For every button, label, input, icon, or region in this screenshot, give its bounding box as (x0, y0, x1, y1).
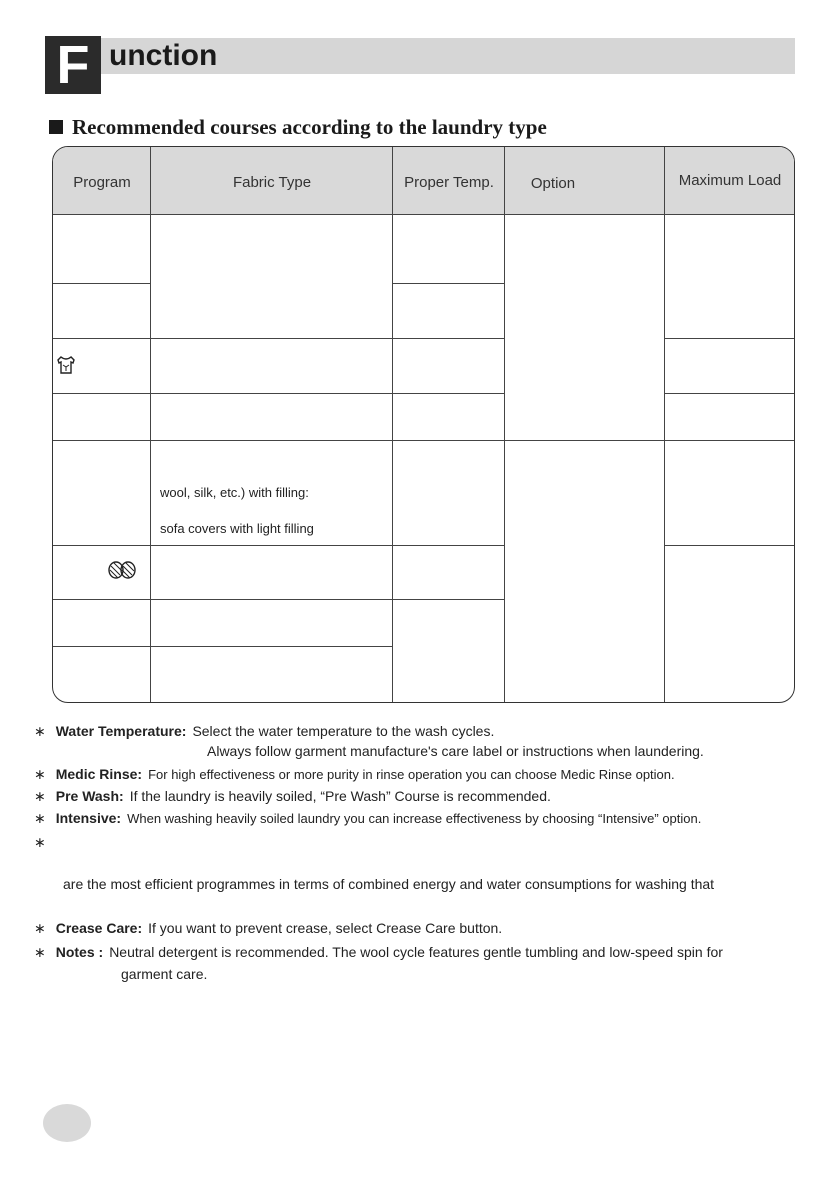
header-fabric-type: Fabric Type (232, 174, 312, 191)
note-intensive: ∗ Intensive: When washing heavily soiled laundry you can increase effectiveness by choosing “Intensive” option. (34, 810, 702, 826)
note-crease-care: ∗ Crease Care: If you want to prevent crease, select Crease Care button. (34, 920, 503, 936)
row-divider (505, 440, 665, 441)
note-water-temperature: ∗ Water Temperature: Select the water temperature to the wash cycles. (34, 723, 495, 739)
note-water-temperature-continued: Always follow garment manufacture's care label or instructions when laundering. (207, 743, 704, 759)
section-title: Recommended courses according to the laundry type (72, 115, 547, 139)
note-medic-rinse: ∗ Medic Rinse: For high effectiveness or more purity in rinse operation you can choose Medic Rinse option. (34, 766, 675, 782)
column-divider (504, 147, 505, 703)
note-label: Medic Rinse: (55, 766, 143, 782)
section-bullet-square (49, 120, 63, 134)
column-divider (664, 147, 665, 703)
header-title: unction (109, 39, 218, 72)
note-text: If you want to prevent crease, select Crease Care button. (148, 920, 503, 936)
row-divider (393, 545, 505, 546)
note-energy-asterisk: ∗ (34, 834, 46, 850)
yarn-ball-icon (107, 560, 137, 580)
note-label: Crease Care: (55, 920, 143, 936)
note-text: If the laundry is heavily soiled, “Pre Wash” Course is recommended. (129, 788, 551, 804)
row-divider (53, 393, 151, 394)
row-divider (151, 393, 393, 394)
note-label: Water Temperature: (55, 723, 187, 739)
row-divider (665, 338, 795, 339)
fabric-type-text: sofa covers with light filling (160, 521, 314, 536)
row-divider (53, 338, 151, 339)
row-divider (151, 545, 393, 546)
note-label: Intensive: (55, 810, 122, 826)
laundry-course-table (52, 146, 795, 703)
row-divider (393, 283, 505, 284)
row-divider (53, 646, 151, 647)
note-label: Notes : (55, 944, 104, 960)
row-divider (53, 440, 151, 441)
note-text: For high effectiveness or more purity in rinse operation you can choose Medic Rinse option. (148, 767, 675, 782)
note-notes: ∗ Notes : Neutral detergent is recommended. The wool cycle features gentle tumbling and low-speed spin for (34, 944, 723, 960)
note-text: Neutral detergent is recommended. The wool cycle features gentle tumbling and low-speed spin for (109, 944, 723, 960)
row-divider (665, 545, 795, 546)
row-divider (665, 393, 795, 394)
note-text: Select the water temperature to the wash cycles. (192, 723, 495, 739)
header-proper-temp: Proper Temp. (404, 174, 494, 191)
fabric-type-text: wool, silk, etc.) with filling: (160, 485, 309, 500)
header-initial-letter: F (45, 36, 101, 94)
row-divider (393, 440, 505, 441)
row-divider (53, 283, 151, 284)
row-divider (665, 440, 795, 441)
note-energy-text: are the most efficient programmes in terms of combined energy and water consumptions for washing that (63, 876, 715, 892)
row-divider (151, 338, 393, 339)
column-divider (150, 147, 151, 703)
row-divider (151, 440, 393, 441)
row-divider (53, 599, 151, 600)
row-divider (151, 599, 393, 600)
shirt-care-icon (55, 354, 77, 376)
row-divider (53, 545, 151, 546)
header-maximum-load: Maximum Load (678, 172, 782, 189)
row-divider (393, 393, 505, 394)
header-option: Option (530, 175, 576, 192)
note-text: When washing heavily soiled laundry you can increase effectiveness by choosing “Intensive” option. (127, 811, 702, 826)
note-label: Pre Wash: (55, 788, 124, 804)
note-pre-wash: ∗ Pre Wash: If the laundry is heavily soiled, “Pre Wash” Course is recommended. (34, 788, 551, 804)
header-program: Program (73, 174, 131, 191)
note-notes-continued: garment care. (121, 966, 208, 982)
row-divider (393, 599, 505, 600)
column-divider (392, 147, 393, 703)
row-divider (393, 338, 505, 339)
page-number-badge (43, 1104, 91, 1142)
row-divider (151, 646, 393, 647)
